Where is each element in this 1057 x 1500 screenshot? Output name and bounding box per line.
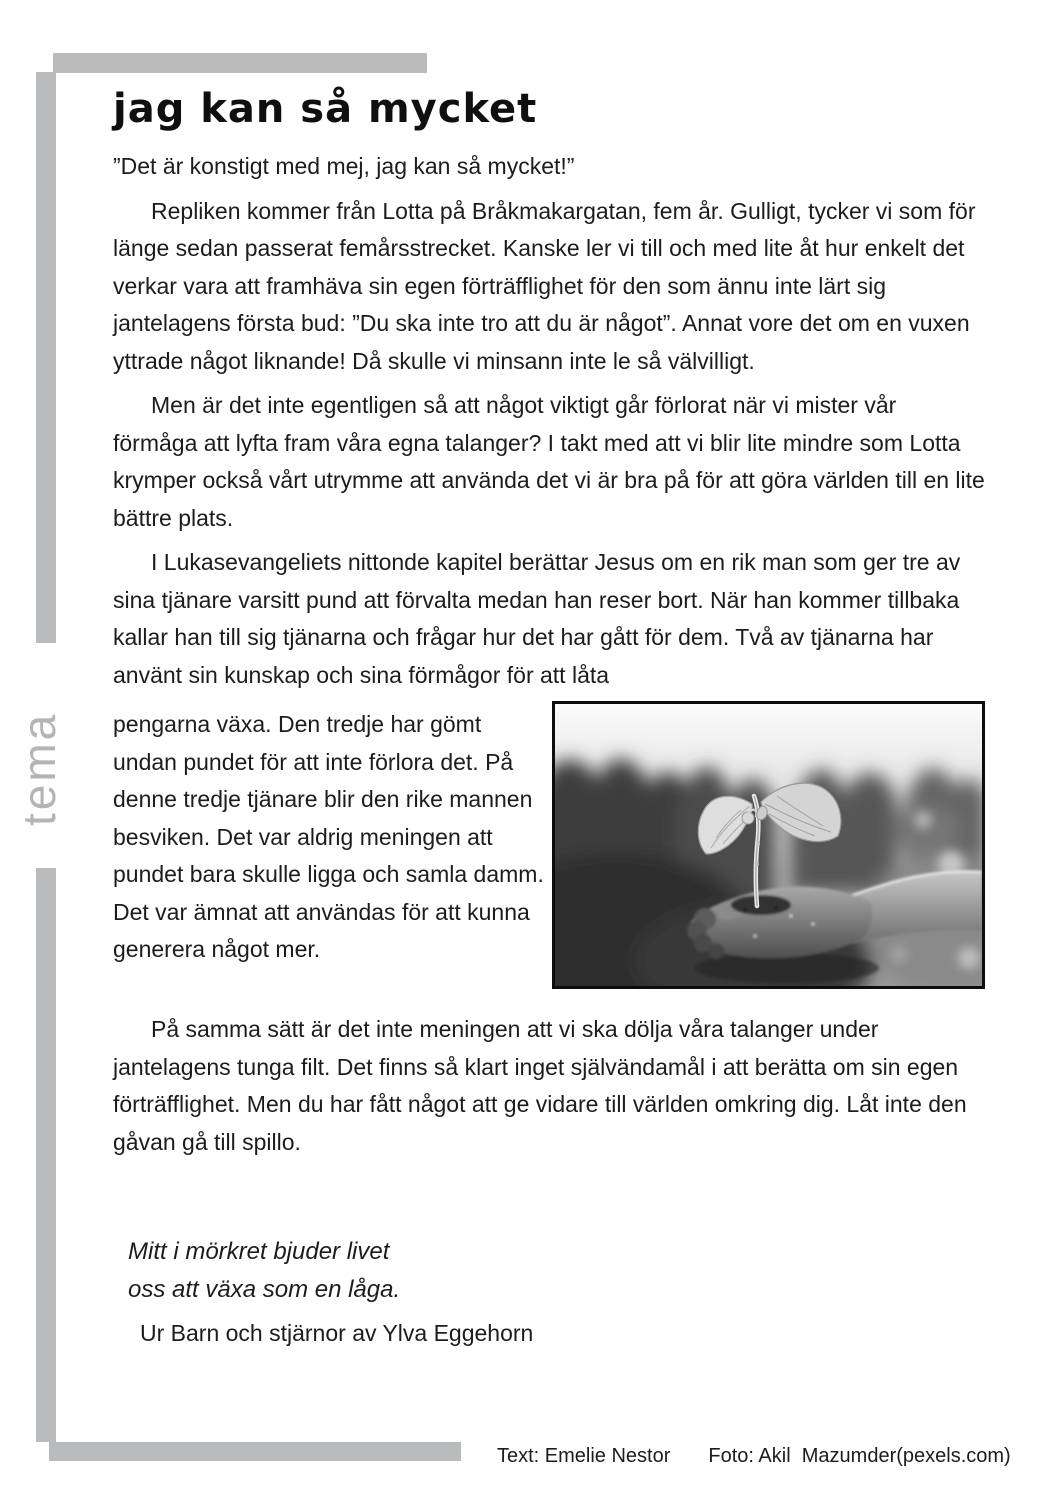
quote-attribution: Ur Barn och stjärnor av Ylva Eggehorn <box>140 1320 534 1346</box>
sidebar-theme-label: tema <box>13 711 65 826</box>
photo-credit: Foto: Akil Mazumder(pexels.com) <box>708 1445 1011 1467</box>
photo-figure <box>552 701 985 989</box>
bottom-rule <box>49 1442 461 1461</box>
body-paragraph: Men är det inte egentligen så att något viktigt går förlorat när vi mister vår förmåga att lyfta fram våra egna talanger? I takt med att vi blir lite mindre som Lotta krymper också vårt utrymme att använda det vi är bra på för att göra världen till en lite bättre plats. <box>113 392 985 531</box>
wrap-column <box>113 701 549 989</box>
quote-line: Mitt i mörkret bjuder livet <box>128 1238 390 1265</box>
credits-bar <box>497 1443 1011 1469</box>
text-photo-row <box>113 701 985 989</box>
body-paragraph: pengarna växa. Den tredje har gömt undan pundet för att inte förlora det. På denne tredje tjänare blir den rike mannen besviken. Det var aldrig meningen att pundet bara skulle ligga och samla damm. Det var ämnat att användas för att kunna generera något mer. <box>113 711 544 962</box>
quote-block <box>113 1233 985 1348</box>
article-title: jag kan så mycket <box>113 86 538 132</box>
left-rule-lower <box>36 868 56 1442</box>
article <box>113 86 985 1348</box>
body-paragraph: I Lukasevangeliets nittonde kapitel berättar Jesus om en rik man som ger tre av sina tjänare varsitt pund att förvalta medan han reser bort. När han kommer tillbaka kallar han till sig tjänarna och frågar hur det har gått för dem. Två av tjänarna har använt sin kunskap och sina förmågor för att låta <box>113 549 961 688</box>
left-rule-upper <box>36 72 56 643</box>
hand-holding-seedling-photo <box>555 704 982 986</box>
body-paragraph: Repliken kommer från Lotta på Bråkmakargatan, fem år. Gulligt, tycker vi som för länge sedan passerat femårsstrecket. Kanske ler vi till och med lite åt hur enkelt det verkar vara att framhäva sin egen förträfflighet för den som ännu inte lärt sig jantelagens första bud: ”Du ska inte tro att du är något”. Annat vore det om en vuxen yttrade något liknande! Då skulle vi minsann inte le så välvilligt. <box>113 197 976 374</box>
quote-line: oss att växa som en låga. <box>128 1276 401 1303</box>
top-rule <box>53 53 427 73</box>
body-paragraph: På samma sätt är det inte meningen att vi ska dölja våra talanger under jantelagens tunga filt. Det finns så klart inget självändamål i att berätta om sin egen förträfflighet. Men du har fått något att ge vidare till världen omkring dig. Låt inte den gåvan gå till spillo. <box>113 1016 967 1155</box>
text-credit: Text: Emelie Nestor <box>497 1445 671 1467</box>
lead-paragraph: ”Det är konstigt med mej, jag kan så mycket!” <box>113 153 575 179</box>
